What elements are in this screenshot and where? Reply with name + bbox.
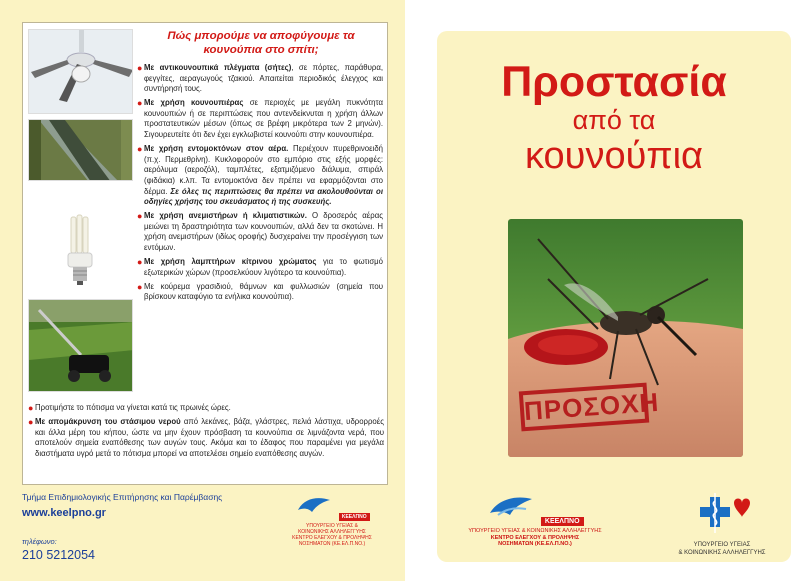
ministry-line1: ΥΠΟΥΡΓΕΙΟ ΥΓΕΙΑΣ [693, 542, 751, 548]
ceiling-fan-photo [28, 29, 133, 114]
lawn-mower-photo [28, 299, 133, 392]
tips-card [22, 22, 388, 485]
bullet-icon: ● [137, 257, 143, 268]
tips-heading-line2: κουνούπια στο σπίτι; [203, 44, 319, 56]
bullet-icon: ● [137, 98, 143, 109]
title-line2: από τα [572, 105, 656, 135]
tip-item [137, 63, 383, 95]
tips-heading-line1: Πώς μπορούμε να αποφύγουμε τα [167, 30, 355, 42]
warning-stamp: ΠΡΟΣΟΧΗ [519, 383, 649, 432]
bullet-icon: ● [137, 211, 143, 222]
department-name: Τμήμα Επιδημιολογικής Επιτήρησης και Παρέμβασης [22, 492, 223, 502]
website-link[interactable]: www.keelpno.gr [22, 507, 106, 519]
cover-title [437, 59, 791, 177]
tip-item [137, 282, 383, 303]
keelpno-line3: ΝΟΣΗΜΑΤΩΝ (ΚΕ.ΕΛ.Π.ΝΟ.) [498, 541, 572, 547]
tip-lead: Με αντικουνουπικά πλέγματα (σήτες) [144, 63, 292, 72]
bullet-icon: ● [137, 63, 143, 73]
title-line3: κουνούπια [525, 135, 703, 177]
ministry-logo [657, 489, 787, 557]
cover-card [437, 31, 791, 562]
ministry-line2: & ΚΟΙΝΩΝΙΚΗΣ ΑΛΛΗΛΕΓΓΥΗΣ [678, 549, 766, 556]
tip-text: από λεκάνες, βάζα, γλάστρες, πελιά λάστιχα, υδρορροές και άλλα μέρη του κήπου, ώστε να μην έχουν πρόσβαση τα κουνούπια σε λιμνάζοντα νερά, που αποτελούν σημεία εναπόθεσης των αυγών τους. Ακόμα και το έδαφος που παραμένει για μεγάλα διαστήματα υγρό μετά το πότισμα μπορεί να αποτελέσει σημείο εναπόθεσης αυγών. [35, 417, 384, 458]
logo-caption-line3: ΝΟΣΗΜΑΤΩΝ (ΚΕ.ΕΛ.Π.ΝΟ.) [298, 541, 366, 547]
stagnant-canal-photo [28, 119, 133, 181]
bullet-icon: ● [28, 417, 34, 428]
logo-caption-line2: ΚΕΝΤΡΟ ΕΛΕΓΧΟΥ & ΠΡΟΛΗΨΗΣ [292, 535, 372, 541]
tip-text: Ο δροσερός αέρας μειώνει τη δραστηριότητα των κουνουπιών, αλλά δεν τα σκοτώνει. Η χρήση ανεμιστήρων (ιδίως οροφής) δυσχεραίνει την προσέγγιση των εντόμων. [144, 211, 383, 252]
tip-text: Με κούρεμα γρασιδιού, θάμνων και φυλλωσιών (σημεία που βρίσκουν καταφύγιο τα ενήλικα κουνούπια). [144, 281, 383, 302]
bullet-icon: ● [28, 403, 34, 413]
tip-lead: Με χρήση ανεμιστήρων ή κλιματιστικών. [144, 211, 307, 221]
logo-caption-line1: ΥΠΟΥΡΓΕΙΟ ΥΓΕΙΑΣ & ΚΟΙΝΩΝΙΚΗΣ ΑΛΛΗΛΕΓΓΥΗΣ [298, 523, 366, 535]
tips-list-wide [28, 403, 384, 463]
dove-icon [294, 494, 334, 518]
keelpno-logo [445, 493, 625, 548]
tip-text: σε περιοχές με μεγάλη πυκνότητα κουνουπιών ή σε περιπτώσεις που αντενδείκνυται η χρήση άλλων προστατευτικών μέσων (όπως σε βρέφη μικρότερα των 2 μηνών). Σιγουρευτείτε ότι δεν έχει εγκλωβιστεί κουνούπι στην κουνουπιέρα. [144, 98, 383, 140]
tip-lead: Με χρήση κουνουπιέρας [144, 98, 244, 108]
telephone-label: τηλέφωνο: [22, 537, 57, 546]
keelpno-line1: ΥΠΟΥΡΓΕΙΟ ΥΓΕΙΑΣ & ΚΟΙΝΩΝΙΚΗΣ ΑΛΛΗΛΕΓΓΥΗΣ [468, 528, 602, 534]
tip-item [28, 417, 384, 459]
cover-panel [405, 0, 810, 581]
keelpno-line2: ΚΕΝΤΡΟ ΕΛΕΓΧΟΥ & ΠΡΟΛΗΨΗΣ [490, 534, 580, 541]
dove-icon [486, 493, 536, 523]
keelpno-badge: ΚΕΕΛΠΝΟ [541, 517, 584, 526]
tip-item [137, 257, 383, 278]
yellow-bulb-photo [28, 213, 133, 293]
tip-lead: Με χρήση λαμπτήρων κίτρινου χρώματος [144, 257, 317, 267]
bullet-icon: ● [137, 281, 143, 292]
keelpno-badge: ΚΕΕΛΠΝΟ [339, 513, 370, 521]
ministry-cross-heart-icon [692, 489, 752, 537]
tips-heading [141, 29, 381, 57]
bullet-icon: ● [137, 144, 143, 155]
telephone-number: 210 5212054 [22, 548, 95, 562]
tip-item [137, 211, 383, 253]
tip-text: Περιέχουν πυρεθρινοειδή (π.χ. Περμεθρίνη). Κυκλοφορούν στο εμπόριο στις εξής μορφές: αερόλυμα (αεροζόλ), ταμπλέτες, εξατμιζόμενο διάλυμα, σπιράλ (φιδάκια) κ.λπ. Τα εντομοκτόνα δεν πρέπει να εφαρμόζονται στο δέρμα. [144, 144, 383, 196]
tip-lead: Με απομάκρυνση του στάσιμου νερού [35, 417, 181, 427]
tips-list [137, 63, 383, 306]
keelpno-logo-small [292, 494, 372, 547]
tip-lead: Με χρήση εντομοκτόνων στον αέρα. [144, 144, 289, 154]
tip-text: Προτιμήστε το πότισμα να γίνεται κατά τις πρωινές ώρες. [35, 403, 231, 412]
tip-item [137, 98, 383, 140]
title-line1: Προστασία [501, 58, 727, 106]
tip-item [28, 403, 384, 414]
tip-text: για το φωτισμό εξωτερικών χώρων (προσελκύουν λιγότερο τα κουνούπια). [144, 257, 383, 277]
tip-item [137, 144, 383, 208]
tip-emphasis: Σε όλες τις περιπτώσεις θα πρέπει να ακολουθούνται οι οδηγίες χρήσης του σκευάσματος ή της συσκευής. [144, 186, 383, 207]
tip-text: , σε πόρτες, παράθυρα, φεγγίτες, αεραγωγούς τζακιού. Απαιτείται περιοδικός έλεγχος και συντήρησή τους. [144, 63, 383, 94]
